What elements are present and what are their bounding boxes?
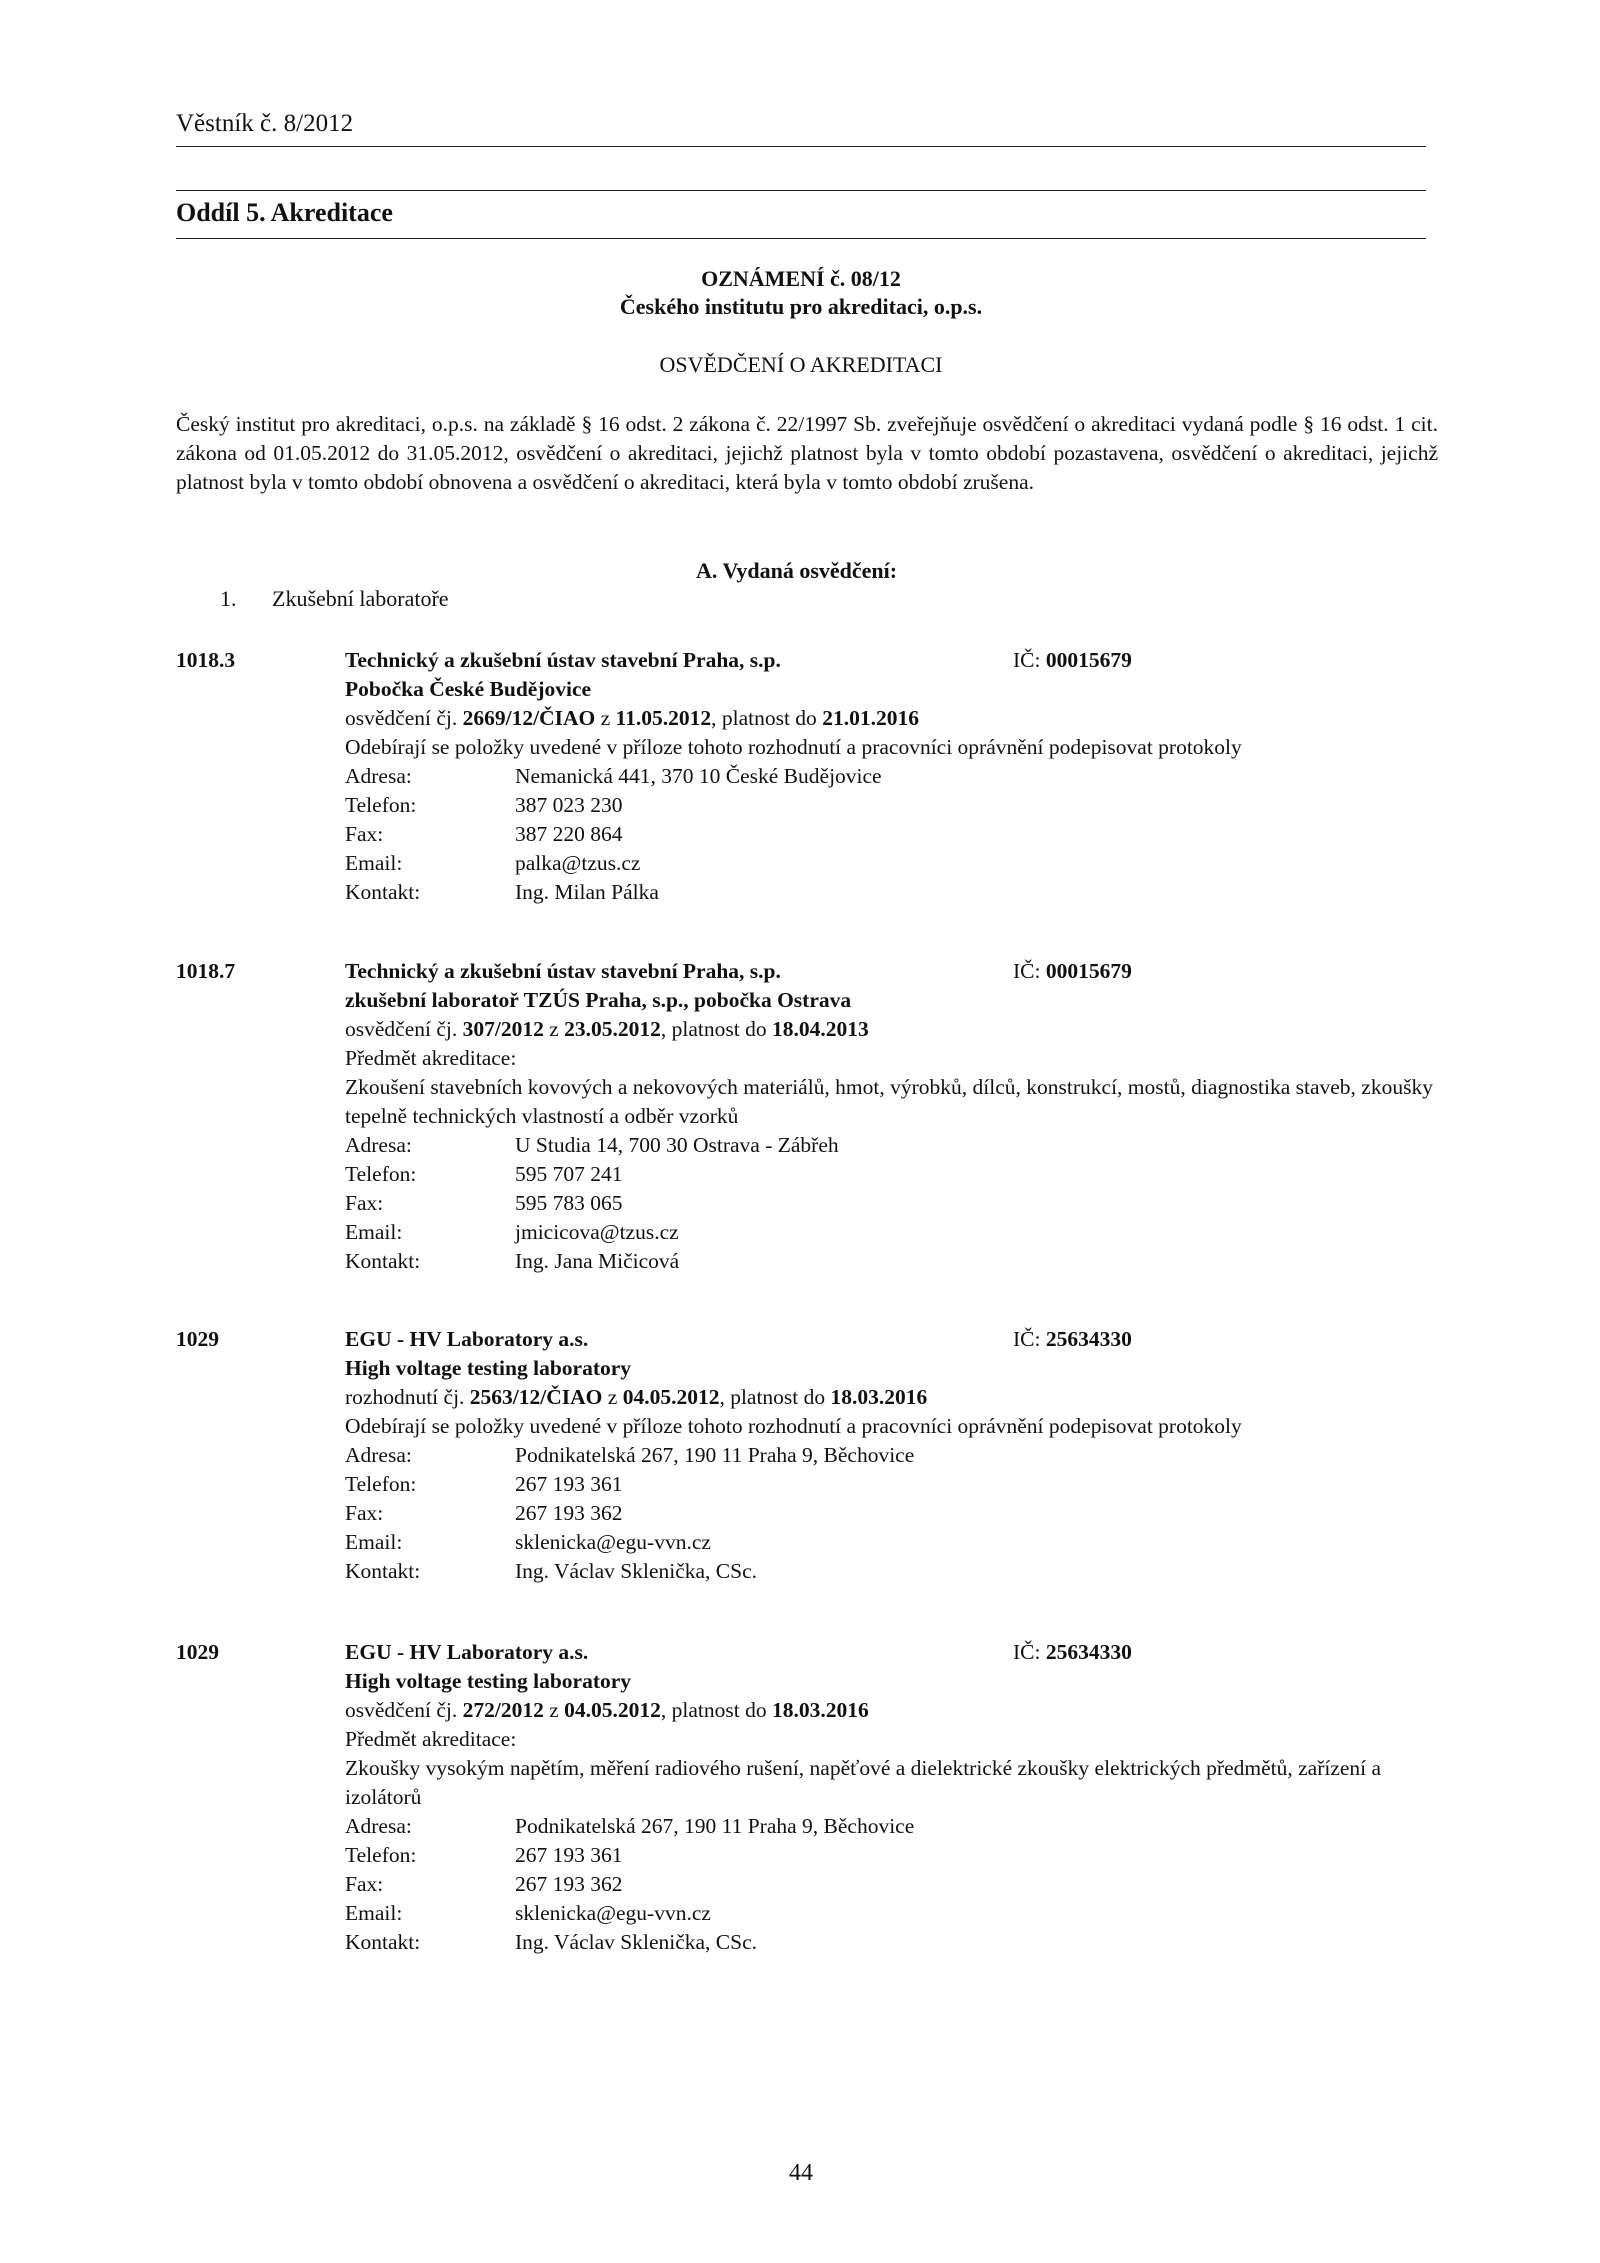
- phone-label: Telefon:: [345, 793, 417, 817]
- address-value: Podnikatelská 267, 190 11 Praha 9, Běchovice: [515, 1814, 915, 1838]
- contact-label: Kontakt:: [345, 1559, 421, 1583]
- ico-value: 25634330: [1045, 1327, 1132, 1351]
- doc-number: 272/2012: [462, 1698, 544, 1722]
- subject-text: Zkoušky vysokým napětím, měření radiového rušení, napěťové a dielektrické zkoušky elektrických předmětů, zařízení a izolátorů: [345, 1756, 1382, 1809]
- entry-address-row: [345, 1441, 1438, 1470]
- page-number: 44: [789, 2160, 813, 2186]
- doc-date: 23.05.2012: [564, 1017, 661, 1041]
- address-value: U Studia 14, 700 30 Ostrava - Zábřeh: [515, 1133, 839, 1157]
- ico-value: 25634330: [1045, 1640, 1132, 1664]
- phone-value: 267 193 361: [515, 1472, 623, 1496]
- address-label: Adresa:: [345, 1133, 412, 1157]
- address-label: Adresa:: [345, 1814, 412, 1838]
- entry-email-row: [345, 1899, 1438, 1928]
- phone-label: Telefon:: [345, 1162, 417, 1186]
- doc-z: z: [602, 1385, 623, 1409]
- section-rule-bottom: [176, 238, 1426, 239]
- entry-address-row: [345, 1812, 1438, 1841]
- doc-valid-until: 21.01.2016: [822, 706, 919, 730]
- doc-z: z: [543, 1698, 565, 1722]
- entry-org: EGU - HV Laboratory a.s.: [345, 1640, 589, 1664]
- entry-branch: Pobočka České Budějovice: [345, 677, 592, 701]
- phone-value: 595 707 241: [515, 1162, 623, 1186]
- email-label: Email:: [345, 1901, 403, 1925]
- doc-prefix: osvědčení čj.: [345, 706, 463, 730]
- doc-z: z: [543, 1017, 565, 1041]
- entry-document: [345, 1383, 1438, 1412]
- entry-fax-row: [345, 1499, 1438, 1528]
- phone-label: Telefon:: [345, 1843, 417, 1867]
- entry-contact-row: [345, 1557, 1438, 1586]
- email-value: palka@tzus.cz: [515, 851, 641, 875]
- fax-label: Fax:: [345, 1191, 384, 1215]
- entry-contact-row: [345, 1928, 1438, 1957]
- address-value: Podnikatelská 267, 190 11 Praha 9, Běchovice: [515, 1443, 915, 1467]
- entry-body: [345, 1638, 1438, 1957]
- email-label: Email:: [345, 851, 403, 875]
- fax-label: Fax:: [345, 1501, 384, 1525]
- entry-org: EGU - HV Laboratory a.s.: [345, 1327, 589, 1351]
- category-label: Zkušební laboratoře: [272, 586, 449, 611]
- header-rule: [176, 146, 1426, 147]
- doc-date: 04.05.2012: [564, 1698, 661, 1722]
- phone-label: Telefon:: [345, 1472, 417, 1496]
- subject-text: Zkoušení stavebních kovových a nekovových materiálů, hmot, výrobků, dílců, konstrukcí, mostů, diagnostika staveb, zkoušky tepelně technických vlastností a odběr vzorků: [345, 1075, 1433, 1128]
- entry-email-row: [345, 1528, 1438, 1557]
- contact-label: Kontakt:: [345, 1930, 421, 1954]
- doc-prefix: rozhodnutí čj.: [345, 1385, 470, 1409]
- contact-label: Kontakt:: [345, 1249, 421, 1273]
- entry-branch: High voltage testing laboratory: [345, 1669, 632, 1693]
- entry-document: [345, 704, 1438, 733]
- contact-value: Ing. Václav Sklenička, CSc.: [515, 1559, 758, 1583]
- subject-label: Předmět akreditace:: [345, 1727, 517, 1751]
- entry-email-row: [345, 849, 1438, 878]
- certificate-heading: OSVĚDČENÍ O AKREDITACI: [659, 352, 943, 377]
- contact-value: Ing. Václav Sklenička, CSc.: [515, 1930, 758, 1954]
- doc-valid-until: 18.04.2013: [772, 1017, 869, 1041]
- phone-value: 267 193 361: [515, 1843, 623, 1867]
- entry-phone-row: [345, 791, 1438, 820]
- doc-valid-until: 18.03.2016: [772, 1698, 869, 1722]
- doc-validity-label: , platnost do: [711, 706, 823, 730]
- running-head: Věstník č. 8/2012: [176, 110, 354, 137]
- entry-contact-row: [345, 878, 1438, 907]
- entry-address-row: [345, 762, 1438, 791]
- entry-branch: zkušební laboratoř TZÚS Praha, s.p., pobočka Ostrava: [345, 988, 852, 1012]
- entry-body: [345, 646, 1438, 907]
- entry-phone-row: [345, 1841, 1438, 1870]
- entry-code: 1029: [176, 1327, 219, 1351]
- contact-value: Ing. Milan Pálka: [515, 880, 659, 904]
- category-number: 1.: [220, 586, 237, 611]
- entry-fax-row: [345, 820, 1438, 849]
- contact-value: Ing. Jana Mičicová: [515, 1249, 680, 1273]
- entry-fax-row: [345, 1189, 1438, 1218]
- entry-body: [345, 957, 1438, 1276]
- ico-label: IČ:: [1013, 959, 1046, 983]
- fax-value: 267 193 362: [515, 1501, 623, 1525]
- entry-org: Technický a zkušební ústav stavební Praha, s.p.: [345, 959, 781, 983]
- fax-label: Fax:: [345, 1872, 384, 1896]
- entry-code: 1018.7: [176, 959, 236, 983]
- entry-note: Odebírají se položky uvedené v příloze tohoto rozhodnutí a pracovníci oprávnění podepisovat protokoly: [345, 1414, 1242, 1438]
- doc-validity-label: , platnost do: [660, 1698, 772, 1722]
- entry-document: [345, 1696, 1438, 1725]
- ico-label: IČ:: [1013, 648, 1046, 672]
- doc-valid-until: 18.03.2016: [830, 1385, 928, 1409]
- announcement-subtitle: Českého institutu pro akreditaci, o.p.s.: [619, 294, 983, 319]
- fax-label: Fax:: [345, 822, 384, 846]
- doc-date: 11.05.2012: [615, 706, 712, 730]
- doc-prefix: osvědčení čj.: [345, 1698, 463, 1722]
- entry-body: [345, 1325, 1438, 1586]
- entry-code: 1029: [176, 1640, 219, 1664]
- address-label: Adresa:: [345, 1443, 412, 1467]
- entry-phone-row: [345, 1470, 1438, 1499]
- ico-label: IČ:: [1013, 1327, 1046, 1351]
- entry-org: Technický a zkušební ústav stavební Praha, s.p.: [345, 648, 781, 672]
- address-value: Nemanická 441, 370 10 České Budějovice: [515, 764, 882, 788]
- ico-label: IČ:: [1013, 1640, 1046, 1664]
- contact-label: Kontakt:: [345, 880, 421, 904]
- entry-phone-row: [345, 1160, 1438, 1189]
- doc-z: z: [595, 706, 616, 730]
- doc-date: 04.05.2012: [622, 1385, 720, 1409]
- fax-value: 387 220 864: [515, 822, 623, 846]
- intro-paragraph: Český institut pro akreditaci, o.p.s. na základě § 16 odst. 2 zákona č. 22/1997 Sb. zveřejňuje osvědčení o akreditaci vydaná podle § 16 odst. 1 cit. zákona od 01.05.2012 do 31.05.2012, osvědčení o akreditaci, jejichž platnost byla v tomto období pozastavena, osvědčení o akreditaci, jejichž platnost byla v tomto období obnovena a osvědčení o akreditaci, která byla v tomto období zrušena.: [176, 412, 1438, 494]
- phone-value: 387 023 230: [515, 793, 623, 817]
- section-rule-top: [176, 190, 1426, 191]
- entry-email-row: [345, 1218, 1438, 1247]
- entry-branch: High voltage testing laboratory: [345, 1356, 632, 1380]
- fax-value: 267 193 362: [515, 1872, 623, 1896]
- entry-document: [345, 1015, 1438, 1044]
- entry-address-row: [345, 1131, 1438, 1160]
- email-label: Email:: [345, 1530, 403, 1554]
- doc-number: 2669/12/ČIAO: [462, 706, 596, 730]
- announcement-title: OZNÁMENÍ č. 08/12: [701, 266, 901, 291]
- entry-code: 1018.3: [176, 648, 236, 672]
- email-label: Email:: [345, 1220, 403, 1244]
- subject-label: Předmět akreditace:: [345, 1046, 517, 1070]
- address-label: Adresa:: [345, 764, 412, 788]
- doc-prefix: osvědčení čj.: [345, 1017, 463, 1041]
- email-value: sklenicka@egu-vvn.cz: [515, 1901, 711, 1925]
- entry-note: Odebírají se položky uvedené v příloze tohoto rozhodnutí a pracovníci oprávnění podepisovat protokoly: [345, 735, 1242, 759]
- section-a-title: A. Vydaná osvědčení:: [696, 558, 898, 583]
- section-title: Oddíl 5. Akreditace: [176, 198, 393, 227]
- entry-contact-row: [345, 1247, 1438, 1276]
- doc-number: 307/2012: [462, 1017, 544, 1041]
- doc-number: 2563/12/ČIAO: [469, 1385, 603, 1409]
- doc-validity-label: , platnost do: [660, 1017, 772, 1041]
- entry-fax-row: [345, 1870, 1438, 1899]
- email-value: jmicicova@tzus.cz: [515, 1220, 679, 1244]
- fax-value: 595 783 065: [515, 1191, 623, 1215]
- ico-value: 00015679: [1045, 648, 1132, 672]
- email-value: sklenicka@egu-vvn.cz: [515, 1530, 711, 1554]
- ico-value: 00015679: [1045, 959, 1132, 983]
- doc-validity-label: , platnost do: [719, 1385, 831, 1409]
